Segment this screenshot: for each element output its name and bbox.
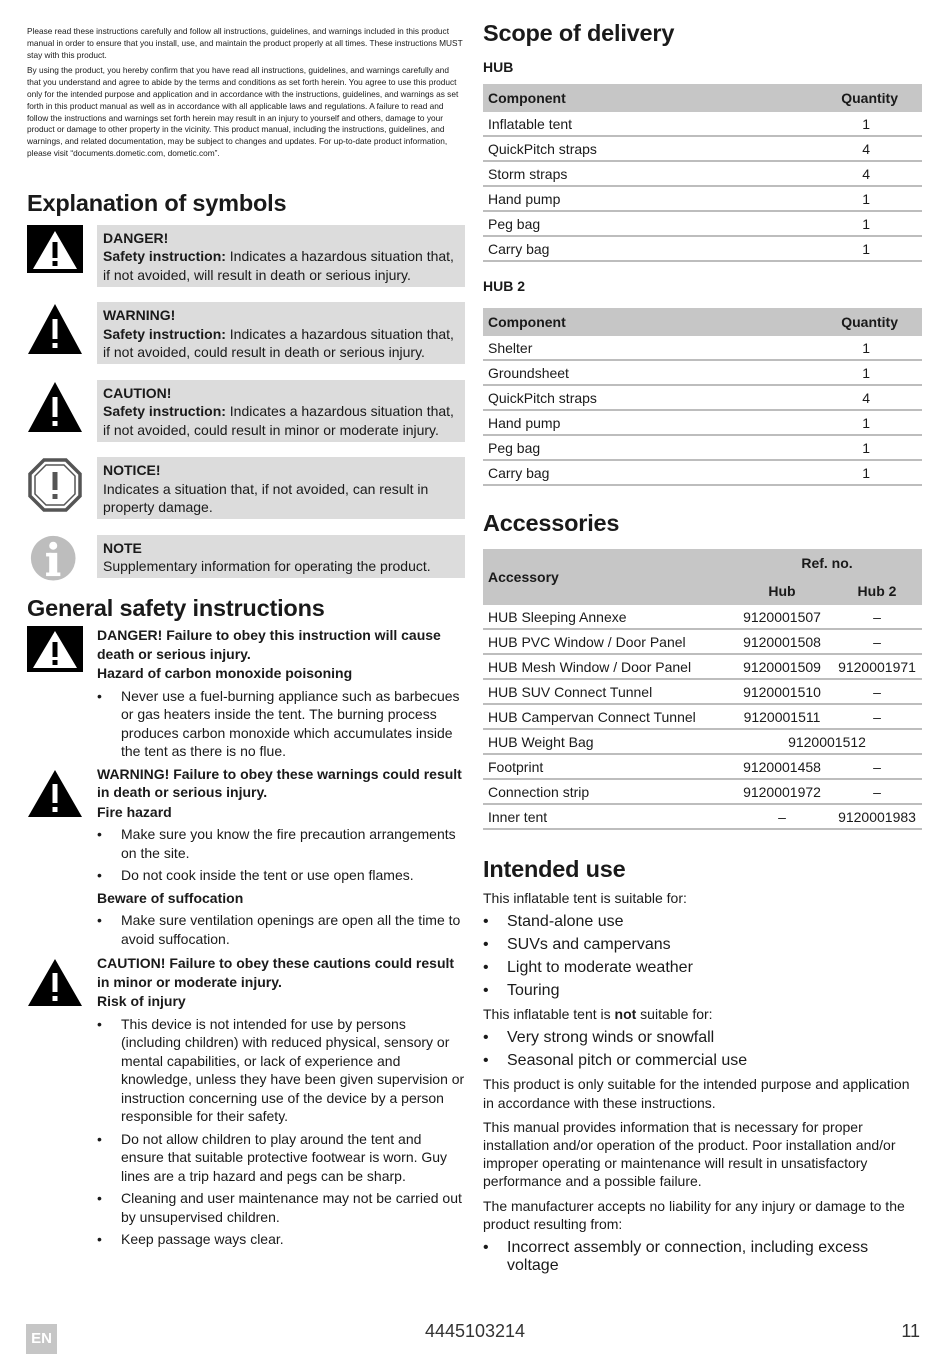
list-item: • Make sure ventilation openings are open all the time to avoid suffocation.: [97, 911, 465, 948]
table-row: [483, 804, 922, 829]
danger-text: Indicates a hazardous situation that, if not avoided, will result in death or serious injury.: [103, 248, 454, 283]
caution-text: Indicates a hazardous situation that, if not avoided, could result in minor or moderate injury.: [103, 403, 454, 438]
ref-hub: 9120001508: [732, 629, 832, 654]
symbol-notice: [27, 457, 465, 519]
danger-warning-icon: [27, 626, 83, 676]
intro-text: [27, 26, 465, 160]
general-danger-block: [27, 626, 465, 761]
warning-title: WARNING!: [103, 307, 176, 324]
table-cell: Peg bag: [483, 435, 755, 460]
danger-warning-icon: [27, 225, 83, 281]
not-suitable-intro-c: suitable for:: [636, 1006, 713, 1023]
table-row: [483, 186, 922, 211]
ref-hub2: –: [832, 704, 922, 729]
list-item: • Do not allow children to play around the tent and ensure that suitable protective footwear is worn. Guy lines are a trip hazard and pegs can be sharp.: [97, 1130, 465, 1186]
table-row: [483, 754, 922, 779]
notice-octagon-icon: [27, 457, 83, 513]
info-icon: [27, 535, 83, 585]
intro-paragraph: Please read these instructions carefully and follow all instructions, guidelines, and warnings included in this product manual in order to ensure that you install, use, and maintain the product properly at all times. These instructions MUST stay with this product.: [27, 26, 463, 60]
column-header-quantity: Quantity: [755, 308, 922, 336]
ref-hub: 9120001458: [732, 754, 832, 779]
list-item: • Cleaning and user maintenance may not be carried out by unsupervised children.: [97, 1189, 465, 1226]
table-cell: Groundsheet: [483, 360, 755, 385]
intended-paragraph: This manual provides information that is necessary for proper installation and/or operation of the product. Poor installation and/or improper operating or maintenance will result in unsatisfactory performance and a possible failure.: [483, 1118, 896, 1190]
general-warning-heading: WARNING! Failure to obey these warnings could result in death or serious injury.: [97, 765, 462, 801]
table-row: [483, 410, 922, 435]
not-suitable-intro-a: This inflatable tent is: [483, 1006, 615, 1023]
note-text: Supplementary information for operating the product.: [103, 558, 431, 575]
list-item: • Make sure you know the fire precaution arrangements on the site.: [97, 825, 465, 862]
table-cell: 1: [755, 460, 922, 485]
warning-label: Safety instruction:: [103, 325, 226, 342]
hub2-subheading: HUB 2: [483, 278, 526, 294]
list-item: • Do not cook inside the tent or use open flames.: [97, 866, 465, 885]
list-item: • Never use a fuel-burning appliance such as barbecues or gas heaters inside the tent. The burning process produces carbon monoxide which accumulates inside the tent as there is no flue.: [97, 687, 465, 761]
table-row: [483, 112, 922, 136]
table-row: [483, 679, 922, 704]
ref-hub: 9120001507: [732, 605, 832, 629]
symbol-warning: [27, 302, 465, 364]
intended-paragraph: This product is only suitable for the intended purpose and application in accordance with these instructions.: [483, 1076, 910, 1111]
table-cell: 1: [755, 435, 922, 460]
general-warning-subheading-fire: Fire hazard: [97, 803, 172, 820]
accessories-table: [483, 549, 922, 830]
danger-title: DANGER!: [103, 229, 169, 246]
table-cell: Inflatable tent: [483, 112, 755, 136]
caution-triangle-icon: [27, 958, 83, 1008]
symbol-caution: [27, 380, 465, 442]
table-row: [483, 236, 922, 261]
list-item: • This device is not intended for use by persons (including children) with reduced physical, sensory or mental capabilities, or lack of experience and knowledge, unless they have been given supervision or instruction concerning use of the device by a person responsible for their safety.: [97, 1015, 465, 1126]
accessory-name: HUB Campervan Connect Tunnel: [483, 704, 732, 729]
hub-scope-table: [483, 84, 922, 262]
ref-hub: –: [732, 804, 832, 829]
column-header-hub: Hub: [732, 577, 832, 605]
general-warning-suffocation-list: [97, 911, 465, 948]
note-title: NOTE: [103, 539, 142, 556]
intended-use-section: [483, 856, 922, 1275]
notice-description: [97, 457, 465, 519]
table-cell: 1: [755, 410, 922, 435]
not-suitable-list: [483, 1029, 922, 1070]
accessory-name: Connection strip: [483, 779, 732, 804]
suitable-intro: This inflatable tent is suitable for:: [483, 890, 687, 906]
table-cell: Storm straps: [483, 161, 755, 186]
symbols-heading: Explanation of symbols: [27, 189, 287, 216]
intended-paragraph: The manufacturer accepts no liability for any injury or damage to the product resulting from:: [483, 1197, 905, 1232]
table-cell: 1: [755, 360, 922, 385]
warning-description: [97, 302, 465, 364]
ref-hub: 9120001510: [732, 679, 832, 704]
list-item: • Touring: [483, 982, 922, 1000]
table-row: [483, 779, 922, 804]
table-cell: 1: [755, 211, 922, 236]
column-header-component: Component: [483, 308, 755, 336]
warning-text: Indicates a hazardous situation that, if not avoided, could result in death or serious injury.: [103, 325, 454, 361]
table-row: [483, 360, 922, 385]
symbol-danger: [27, 225, 465, 287]
accessory-name: HUB Weight Bag: [483, 729, 732, 754]
left-column: [27, 26, 465, 1253]
list-item: • SUVs and campervans: [483, 936, 922, 954]
not-suitable-intro: [483, 1005, 922, 1023]
table-row: [483, 211, 922, 236]
table-row: [483, 435, 922, 460]
table-cell: Peg bag: [483, 211, 755, 236]
accessory-name: Inner tent: [483, 804, 732, 829]
intro-paragraph: By using the product, you hereby confirm that you have read all instructions, guidelines, and warnings carefully and that you understand and agree to abide by the terms and conditions as set forth herein. You agree to use this product only for the intended purpose and application and in accordance with the instructions, guidelines, and warnings as set forth in this product manual as well as in accordance with all applicable laws and regulations. A failure to read and follow the instructions and warnings set forth herein may result in an injury to yourself and others, damage to your product or damage to other property in the vicinity. This product manual, including the instructions, guidelines, and warnings, and related documentation, may be subject to changes and updates. For up-to-date product information, please visit “documents.dometic.com, dometic.com”.: [27, 65, 459, 158]
list-item: • Keep passage ways clear.: [97, 1230, 465, 1249]
note-description: [97, 535, 465, 578]
table-cell: 4: [755, 385, 922, 410]
caution-title: CAUTION!: [103, 384, 172, 401]
accessory-name: HUB PVC Window / Door Panel: [483, 629, 732, 654]
table-cell: Carry bag: [483, 460, 755, 485]
ref-hub2: –: [832, 629, 922, 654]
suitable-list: [483, 913, 922, 1000]
table-row: [483, 136, 922, 161]
list-item: • Stand-alone use: [483, 913, 922, 931]
general-danger-list: [97, 687, 465, 761]
warning-triangle-icon: [27, 302, 83, 358]
general-warning-fire-list: [97, 825, 465, 885]
symbol-note: [27, 535, 465, 580]
table-cell: QuickPitch straps: [483, 136, 755, 161]
table-row: [483, 161, 922, 186]
table-cell: 4: [755, 136, 922, 161]
column-header-ref-no: Ref. no.: [732, 549, 922, 577]
ref-both: 9120001512: [732, 729, 922, 754]
ref-hub2: 9120001983: [832, 804, 922, 829]
list-item: • Incorrect assembly or connection, including excess voltage: [483, 1239, 922, 1275]
general-danger-heading: DANGER! Failure to obey this instruction will cause death or serious injury.: [97, 627, 441, 662]
table-row: [483, 654, 922, 679]
ref-hub: 9120001511: [732, 704, 832, 729]
general-caution-subheading: Risk of injury: [97, 993, 186, 1010]
liability-list: [483, 1239, 922, 1275]
table-row: [483, 704, 922, 729]
accessories-heading: Accessories: [483, 510, 620, 536]
notice-text: Indicates a situation that, if not avoided, can result in property damage.: [103, 480, 429, 516]
accessory-name: HUB Sleeping Annexe: [483, 605, 732, 629]
table-cell: Shelter: [483, 336, 755, 360]
ref-hub2: 9120001971: [832, 654, 922, 679]
general-caution-list: [97, 1015, 465, 1249]
table-cell: QuickPitch straps: [483, 385, 755, 410]
accessory-name: HUB Mesh Window / Door Panel: [483, 654, 732, 679]
danger-description: [97, 225, 465, 287]
column-header-quantity: Quantity: [755, 84, 922, 112]
ref-hub2: –: [832, 779, 922, 804]
hub2-scope-table: [483, 308, 922, 486]
accessory-name: HUB SUV Connect Tunnel: [483, 679, 732, 704]
general-caution-block: [27, 954, 465, 1249]
ref-hub2: –: [832, 605, 922, 629]
table-row: [483, 385, 922, 410]
list-item: • Very strong winds or snowfall: [483, 1029, 922, 1047]
table-cell: Hand pump: [483, 410, 755, 435]
caution-description: [97, 380, 465, 442]
notice-title: NOTICE!: [103, 462, 161, 479]
table-cell: 1: [755, 112, 922, 136]
page-number: 11: [901, 1321, 920, 1341]
caution-triangle-icon: [27, 380, 83, 436]
intended-use-heading: Intended use: [483, 856, 626, 882]
table-row: [483, 460, 922, 485]
table-cell: 4: [755, 161, 922, 186]
table-row: [483, 336, 922, 360]
table-row: [483, 729, 922, 754]
document-number: 4445103214: [424, 1321, 526, 1341]
general-caution-heading: CAUTION! Failure to obey these cautions could result in minor or moderate injury.: [97, 955, 455, 990]
ref-hub2: –: [832, 679, 922, 704]
table-cell: 1: [755, 236, 922, 261]
general-danger-subheading: Hazard of carbon monoxide poisoning: [97, 665, 353, 682]
language-badge: EN: [26, 1324, 57, 1354]
table-cell: 1: [755, 186, 922, 211]
table-cell: 1: [755, 336, 922, 360]
ref-hub2: –: [832, 754, 922, 779]
accessory-name: Footprint: [483, 754, 732, 779]
column-header-hub2: Hub 2: [832, 577, 922, 605]
column-header-component: Component: [483, 84, 755, 112]
general-warning-subheading-suffocation: Beware of suffocation: [97, 889, 244, 906]
list-item: • Light to moderate weather: [483, 959, 922, 977]
danger-label: Safety instruction:: [103, 248, 226, 265]
table-cell: Hand pump: [483, 186, 755, 211]
general-warning-block: [27, 765, 465, 949]
scope-heading: Scope of delivery: [483, 20, 675, 46]
not-suitable-intro-b: not: [614, 1006, 637, 1023]
ref-hub: 9120001972: [732, 779, 832, 804]
ref-hub: 9120001509: [732, 654, 832, 679]
general-safety-heading: General safety instructions: [27, 595, 325, 622]
table-cell: Carry bag: [483, 236, 755, 261]
list-item: • Seasonal pitch or commercial use: [483, 1052, 922, 1070]
caution-label: Safety instruction:: [103, 403, 226, 420]
table-row: [483, 629, 922, 654]
table-row: [483, 605, 922, 629]
warning-triangle-icon: [27, 769, 83, 819]
right-column: [483, 20, 922, 1280]
hub-subheading: HUB: [483, 59, 514, 75]
column-header-accessory: Accessory: [483, 549, 732, 605]
